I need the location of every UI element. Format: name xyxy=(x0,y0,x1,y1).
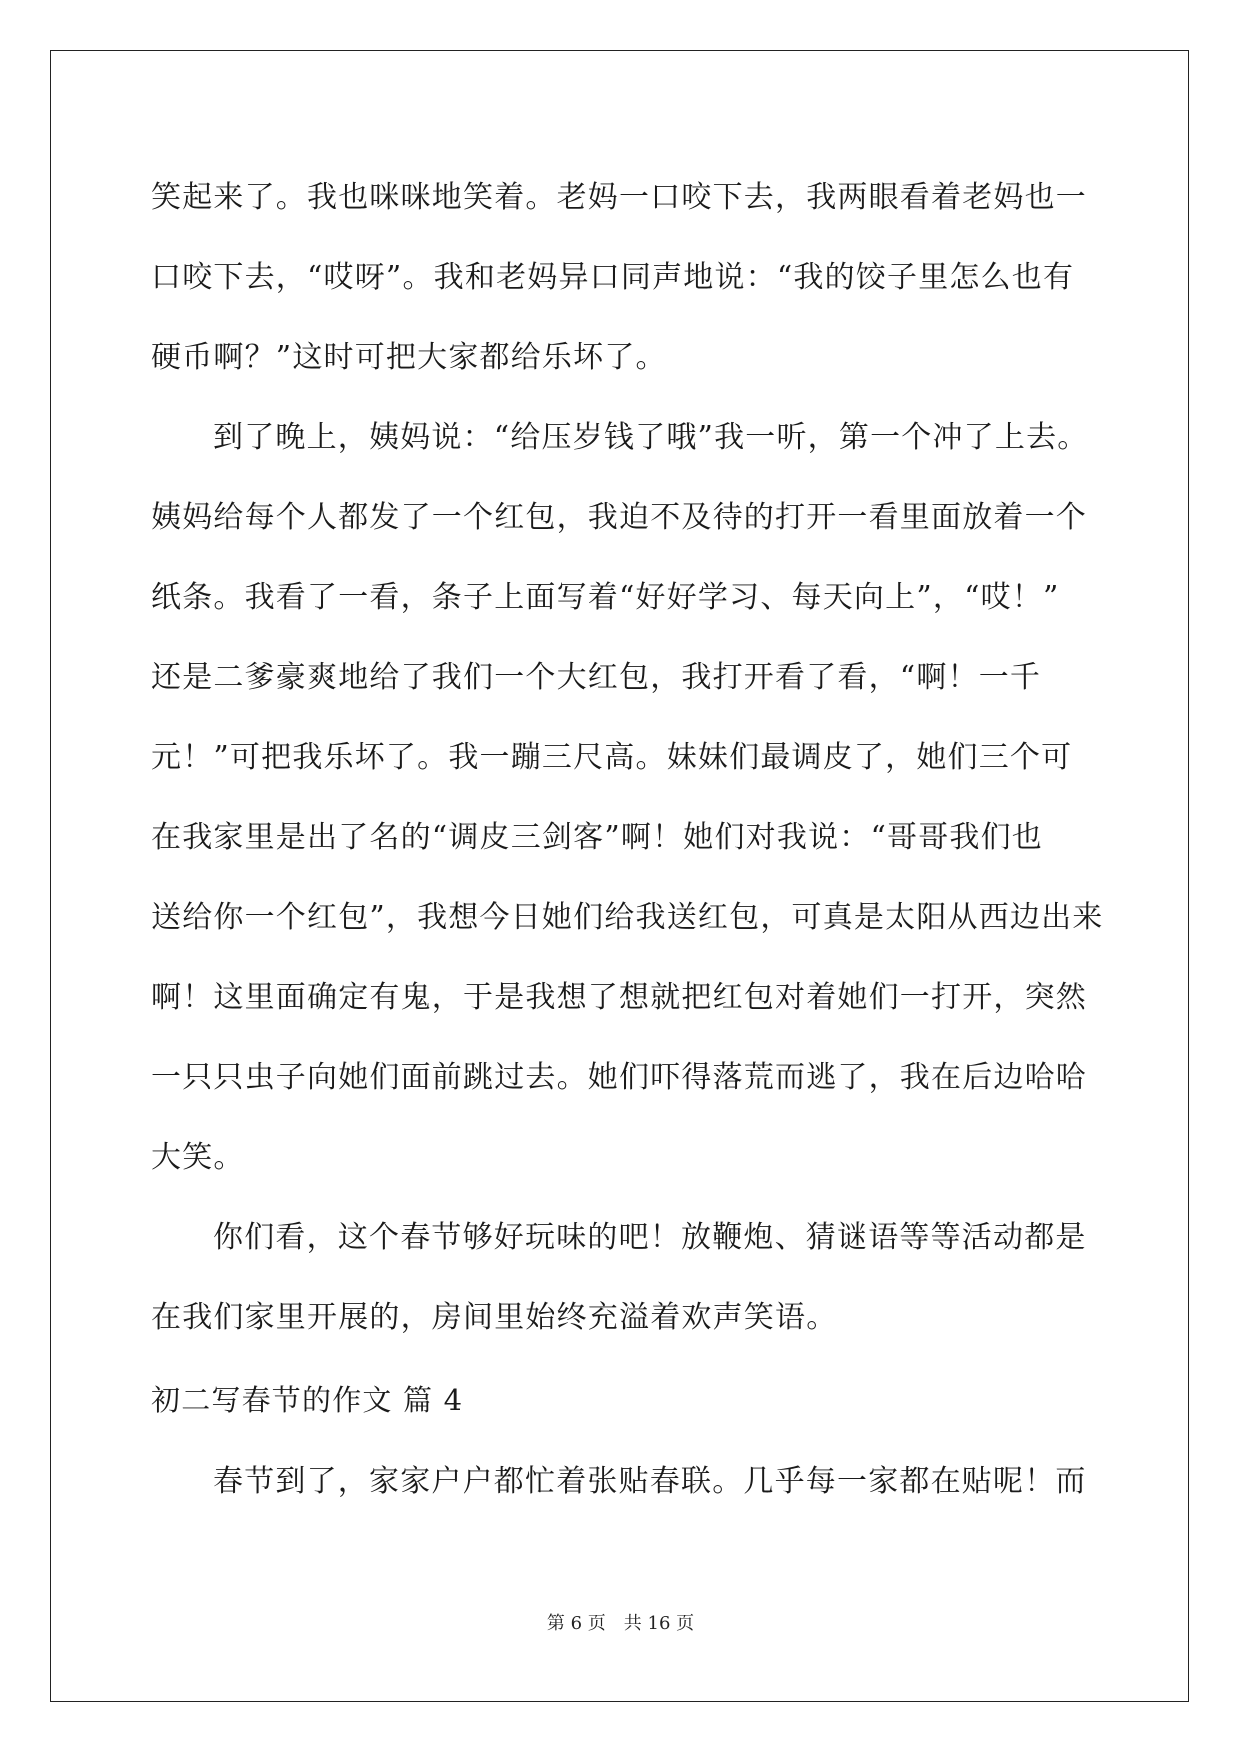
text-line: 姨妈给每个人都发了一个红包，我迫不及待的打开一看里面放着一个 xyxy=(151,500,1087,535)
paragraph-start-line: 你们看，这个春节够好玩味的吧！放鞭炮、猜谜语等等活动都是 xyxy=(213,1220,1087,1255)
text-line: 纸条。我看了一看，条子上面写着“好好学习、每天向上”，“哎！” xyxy=(151,580,1060,615)
text-line: 一只只虫子向她们面前跳过去。她们吓得落荒而逃了，我在后边哈哈 xyxy=(151,1060,1087,1095)
text-line: 硬币啊？”这时可把大家都给乐坏了。 xyxy=(151,340,667,375)
section-heading: 初二写春节的作文 篇 4 xyxy=(151,1383,464,1417)
text-line: 啊！这里面确定有鬼，于是我想了想就把红包对着她们一打开，突然 xyxy=(151,980,1087,1015)
text-line: 在我家里是出了名的“调皮三剑客”啊！她们对我说：“哥哥我们也 xyxy=(151,820,1044,855)
paragraph-start-line: 春节到了，家家户户都忙着张贴春联。几乎每一家都在贴呢！而 xyxy=(213,1464,1087,1499)
text-line: 元！”可把我乐坏了。我一蹦三尺高。妹妹们最调皮了，她们三个可 xyxy=(151,740,1073,775)
page-total: 共 16 页 xyxy=(623,1613,695,1634)
paragraph-start-line: 到了晚上，姨妈说：“给压岁钱了哦”我一听，第一个冲了上去。 xyxy=(213,420,1089,455)
text-line: 笑起来了。我也咪咪地笑着。老妈一口咬下去，我两眼看着老妈也一 xyxy=(151,180,1087,215)
text-line: 大笑。 xyxy=(151,1140,245,1175)
page-footer xyxy=(0,1609,1241,1635)
document-body xyxy=(151,158,1104,1522)
text-line: 还是二爹豪爽地给了我们一个大红包，我打开看了看，“啊！一千 xyxy=(151,660,1042,695)
text-line: 口咬下去，“哎呀”。我和老妈异口同声地说：“我的饺子里怎么也有 xyxy=(151,260,1075,295)
text-line: 在我们家里开展的，房间里始终充溢着欢声笑语。 xyxy=(151,1300,838,1335)
text-line: 送给你一个红包”，我想今日她们给我送红包，可真是太阳从西边出来 xyxy=(151,900,1104,935)
page-number: 第 6 页 xyxy=(546,1613,606,1634)
